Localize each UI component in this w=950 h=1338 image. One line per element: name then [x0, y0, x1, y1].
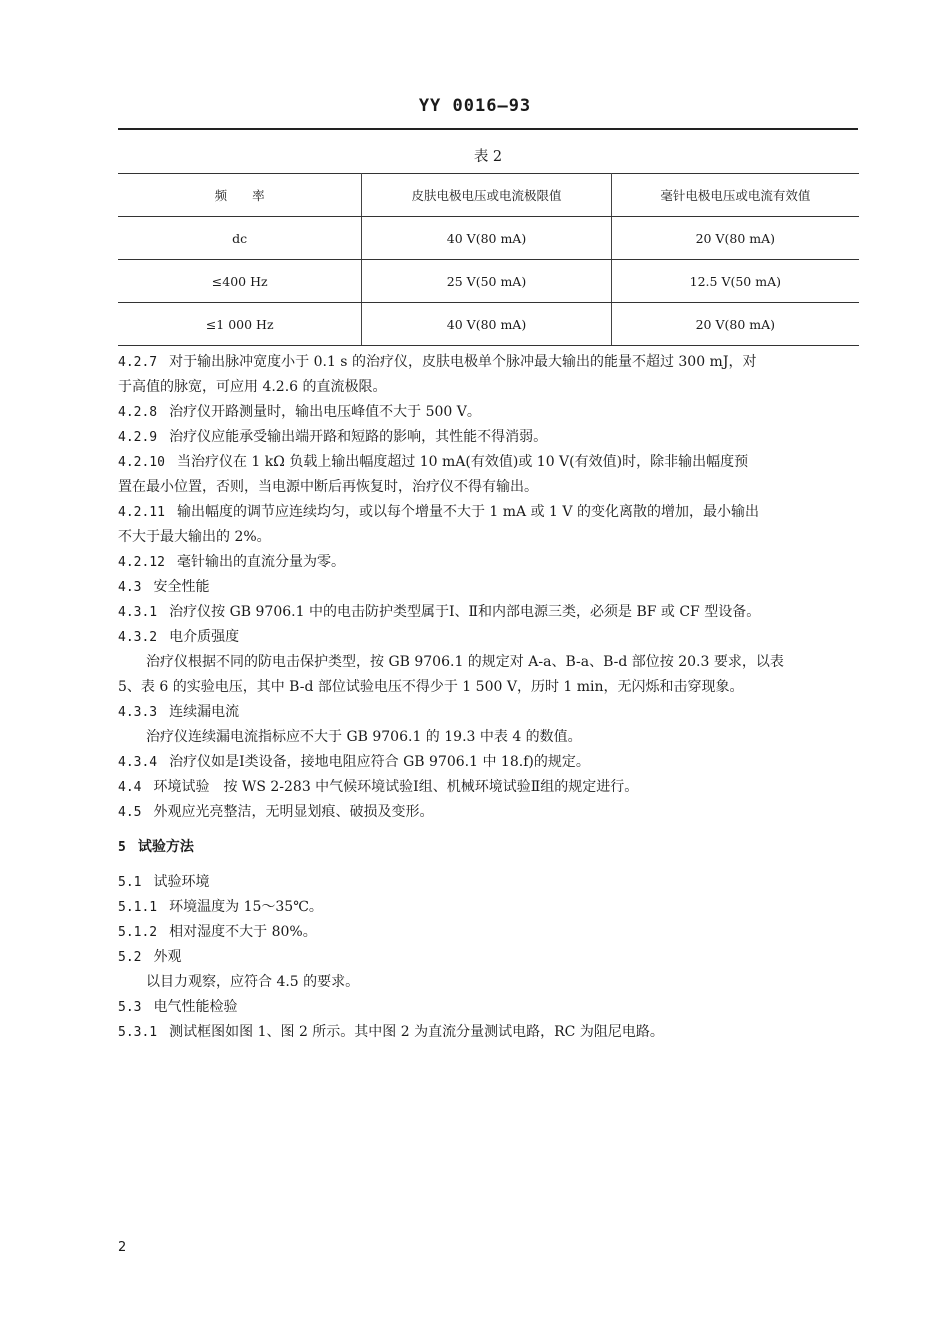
clause-paragraph — [118, 700, 863, 725]
clause-paragraph — [118, 920, 863, 945]
clause-text: 外观应光亮整洁，无明显划痕、破损及变形。 — [153, 804, 434, 820]
clause-text: 输出幅度的调节应连续均匀，或以每个增量不大于 1 mA 或 1 V 的变化离散的增加，最小输出 — [176, 504, 759, 520]
clause-text: 置在最小位置，否则，当电源中断后再恢复时，治疗仪不得有输出。 — [118, 479, 538, 495]
clause-number: 5.3.1 — [118, 1025, 158, 1040]
clause-text: 治疗仪开路测量时，输出电压峰值不大于 500 V。 — [169, 404, 481, 420]
clause-text: 电气性能检验 — [153, 999, 238, 1015]
clause-number: 5.1.2 — [118, 925, 158, 940]
clause-paragraph — [118, 750, 863, 775]
table-cell: 25 V(50 mA) — [362, 260, 611, 303]
clause-text: 以目力观察，应符合 4.5 的要求。 — [146, 974, 360, 990]
clause-paragraph — [118, 1020, 863, 1045]
table-title: 表 2 — [473, 149, 503, 165]
clause-paragraph — [118, 970, 863, 995]
table-cell: ≤1 000 Hz — [118, 303, 362, 346]
clause-paragraph — [118, 400, 863, 425]
clause-paragraph — [118, 870, 863, 895]
clause-paragraph — [118, 475, 863, 500]
clause-text: 于高值的脉宽，可应用 4.2.6 的直流极限。 — [118, 379, 387, 395]
clause-number: 4.3.3 — [118, 705, 158, 720]
table-row — [118, 217, 859, 260]
table-header-row — [118, 174, 859, 217]
table-cell: 40 V(80 mA) — [362, 303, 611, 346]
table-cell: ≤400 Hz — [118, 260, 362, 303]
clause-text: 安全性能 — [153, 579, 210, 595]
clause-text: 环境温度为 15～35℃。 — [169, 899, 323, 915]
clause-text: 环境试验 按 WS 2-283 中气候环境试验Ⅰ组、机械环境试验Ⅱ组的规定进行。 — [153, 779, 639, 795]
clause-text: 测试框图如图 1、图 2 所示。其中图 2 为直流分量测试电路，RC 为阻尼电路。 — [169, 1024, 664, 1040]
clause-paragraph — [118, 425, 863, 450]
clause-text: 电介质强度 — [169, 629, 240, 645]
column-header-frequency: 频 率 — [118, 174, 362, 217]
clause-text: 当治疗仪在 1 kΩ 负载上输出幅度超过 10 mA(有效值)或 10 V(有效值)时，除非输出幅度预 — [176, 454, 749, 470]
column-header-skin-electrode-limit: 皮肤电极电压或电流极限值 — [362, 174, 611, 217]
clause-text: 治疗仪根据不同的防电击保护类型，按 GB 9706.1 的规定对 A-a、B-a、B-d 部位按 20.3 要求，以表 — [146, 654, 784, 670]
clause-number: 4.3.4 — [118, 755, 158, 770]
clause-paragraph — [118, 895, 863, 920]
clause-paragraph — [118, 725, 863, 750]
clause-text: 不大于最大输出的 2%。 — [118, 529, 271, 545]
clause-text: 毫针输出的直流分量为零。 — [176, 554, 345, 570]
clause-text: 试验环境 — [153, 874, 210, 890]
section-heading — [118, 835, 863, 860]
clause-paragraph — [118, 800, 863, 825]
clause-text: 治疗仪连续漏电流指标应不大于 GB 9706.1 的 19.3 中表 4 的数值。 — [146, 729, 582, 745]
table-cell: 40 V(80 mA) — [362, 217, 611, 260]
clause-number: 4.2.10 — [118, 455, 165, 470]
column-header-needle-electrode-rms: 毫针电极电压或电流有效值 — [611, 174, 859, 217]
clause-number: 4.2.8 — [118, 405, 158, 420]
clause-text: 5、表 6 的实验电压，其中 B-d 部位试验电压不得少于 1 500 V，历时 1 min，无闪烁和击穿现象。 — [118, 679, 744, 695]
clause-paragraph — [118, 995, 863, 1020]
body-text — [118, 350, 863, 1045]
clause-number: 5.1 — [118, 875, 142, 890]
clause-paragraph — [118, 450, 863, 475]
table-row — [118, 303, 859, 346]
clause-number: 5.2 — [118, 950, 142, 965]
clause-text: 相对湿度不大于 80%。 — [169, 924, 317, 940]
clause-number: 4.2.11 — [118, 505, 165, 520]
clause-text: 治疗仪如是Ⅰ类设备，接地电阻应符合 GB 9706.1 中 18.f)的规定。 — [169, 754, 590, 770]
table-cell: 12.5 V(50 mA) — [611, 260, 859, 303]
clause-number: 4.5 — [118, 805, 142, 820]
table-cell: dc — [118, 217, 362, 260]
header-rule — [118, 128, 858, 130]
clause-paragraph — [118, 575, 863, 600]
clause-number: 4.3.2 — [118, 630, 158, 645]
table-cell: 20 V(80 mA) — [611, 303, 859, 346]
clause-paragraph — [118, 650, 863, 675]
clause-paragraph — [118, 675, 863, 700]
clause-paragraph — [118, 525, 863, 550]
clause-text: 对于输出脉冲宽度小于 0.1 s 的治疗仪，皮肤电极单个脉冲最大输出的能量不超过 300 mJ，对 — [169, 354, 757, 370]
clause-text: 连续漏电流 — [169, 704, 240, 720]
clause-number: 4.2.9 — [118, 430, 158, 445]
clause-number: 4.2.12 — [118, 555, 165, 570]
clause-paragraph — [118, 500, 863, 525]
clause-number: 4.4 — [118, 780, 142, 795]
clause-text: 治疗仪应能承受输出端开路和短路的影响，其性能不得消弱。 — [169, 429, 548, 445]
clause-number: 4.3.1 — [118, 605, 158, 620]
table-row — [118, 260, 859, 303]
clause-paragraph — [118, 550, 863, 575]
clause-number: 5.3 — [118, 1000, 142, 1015]
document-code: YY 0016—93 — [418, 96, 532, 116]
clause-paragraph — [118, 625, 863, 650]
clause-text: 试验方法 — [137, 839, 194, 855]
clause-text: 治疗仪按 GB 9706.1 中的电击防护类型属于Ⅰ、Ⅱ和内部电源三类，必须是 BF 或 CF 型设备。 — [169, 604, 761, 620]
clause-paragraph — [118, 945, 863, 970]
table-cell: 20 V(80 mA) — [611, 217, 859, 260]
page-number: 2 — [118, 1240, 127, 1255]
clause-paragraph — [118, 775, 863, 800]
clause-number: 4.2.7 — [118, 355, 158, 370]
clause-number: 4.3 — [118, 580, 142, 595]
clause-text: 外观 — [153, 949, 182, 965]
clause-paragraph — [118, 600, 863, 625]
spec-table — [118, 173, 859, 346]
clause-number: 5 — [118, 840, 126, 855]
clause-paragraph — [118, 350, 863, 375]
clause-paragraph — [118, 375, 863, 400]
clause-number: 5.1.1 — [118, 900, 158, 915]
